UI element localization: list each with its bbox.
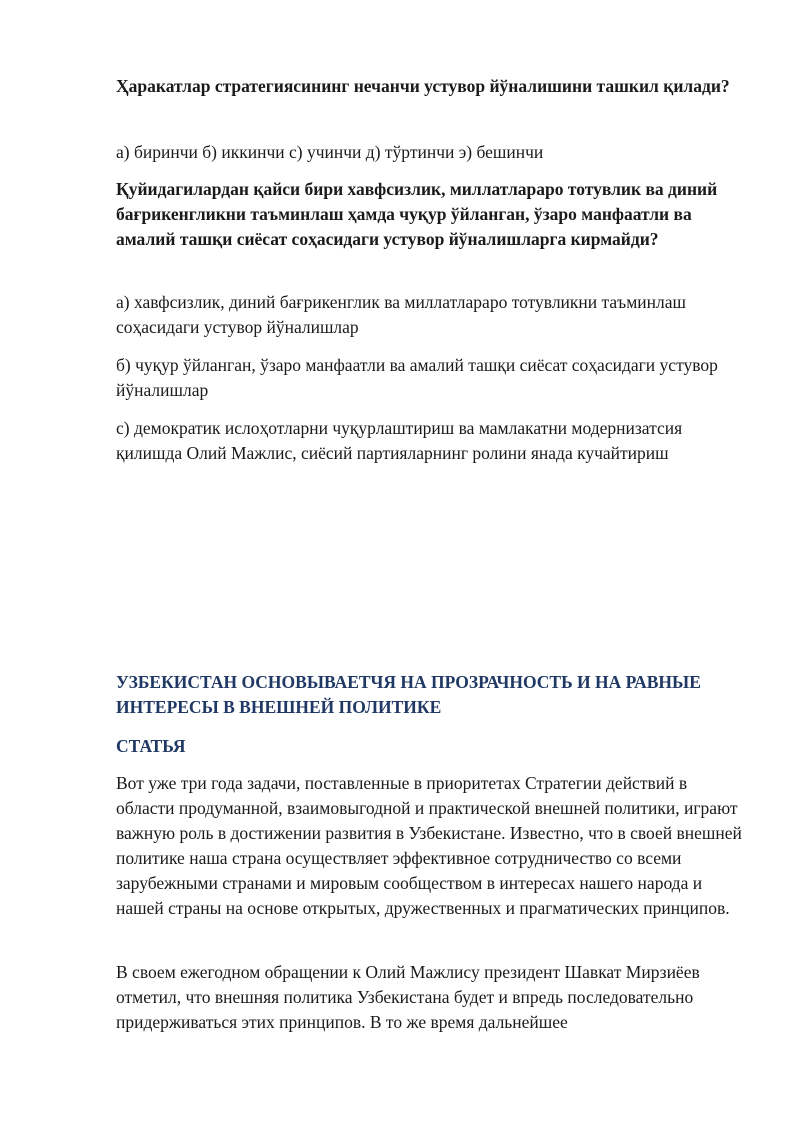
question-1-text: Ҳаракатлар стратегиясининг нечанчи устувор йўналишини ташкил қилади? [116, 76, 730, 96]
question-1-answers: а) биринчи б) иккинчи с) учинчи д) тўртинчи э) бешинчи [116, 142, 544, 162]
article-paragraph-2: В своем ежегодном обращении к Олий Мажлису президент Шавкат Мирзиёев отметил, что внешняя политика Узбекистана будет и впредь последовательно придерживаться этих принципов. В то же время дальнейшее [116, 962, 700, 1032]
question-2-option-c: с) демократик ислоҳотларни чуқурлаштириш ва мамлакатни модернизатсия қилишда Олий Мажлис, сиёсий партияларнинг ролини янада кучайтириш [116, 418, 683, 463]
question-2-text: Қуйидагилардан қайси бири хавфсизлик, миллатлараро тотувлик ва диний бағрикенгликни таъминлаш ҳамда чуқур ўйланган, ўзаро манфаатли ва амалий ташқи сиёсат соҳасидаги устувор йўналишларга кирмайди? [116, 179, 718, 249]
article-paragraph-1: Вот уже три года задачи, поставленные в приоритетах Стратегии действий в области продуманной, взаимовыгодной и практической внешней политики, играют важную роль в достижении развития в Узбекистане. Известно, что в своей внешней политике наша страна осуществляет эффективное сотрудничество со всеми зарубежными странами и мировым сообществом в интересах нашего народа и нашей страны на основе открытых, дружественных и прагматических принципов. [116, 773, 742, 918]
question-2-option-a: а) хавфсизлик, диний бағрикенглик ва миллатлараро тотувликни таъминлаш соҳасидаги устувор йўналишлар [116, 292, 686, 337]
question-2-option-b: б) чуқур ўйланган, ўзаро манфаатли ва амалий ташқи сиёсат соҳасидаги устувор йўналишлар [116, 355, 718, 400]
article-title: УЗБЕКИСТАН ОСНОВЫВАЕТЧЯ НА ПРОЗРАЧНОСТЬ И НА РАВНЫЕ ИНТЕРЕСЫ В ВНЕШНЕЙ ПОЛИТИКЕ [116, 672, 701, 717]
article-label: СТАТЬЯ [116, 736, 186, 756]
